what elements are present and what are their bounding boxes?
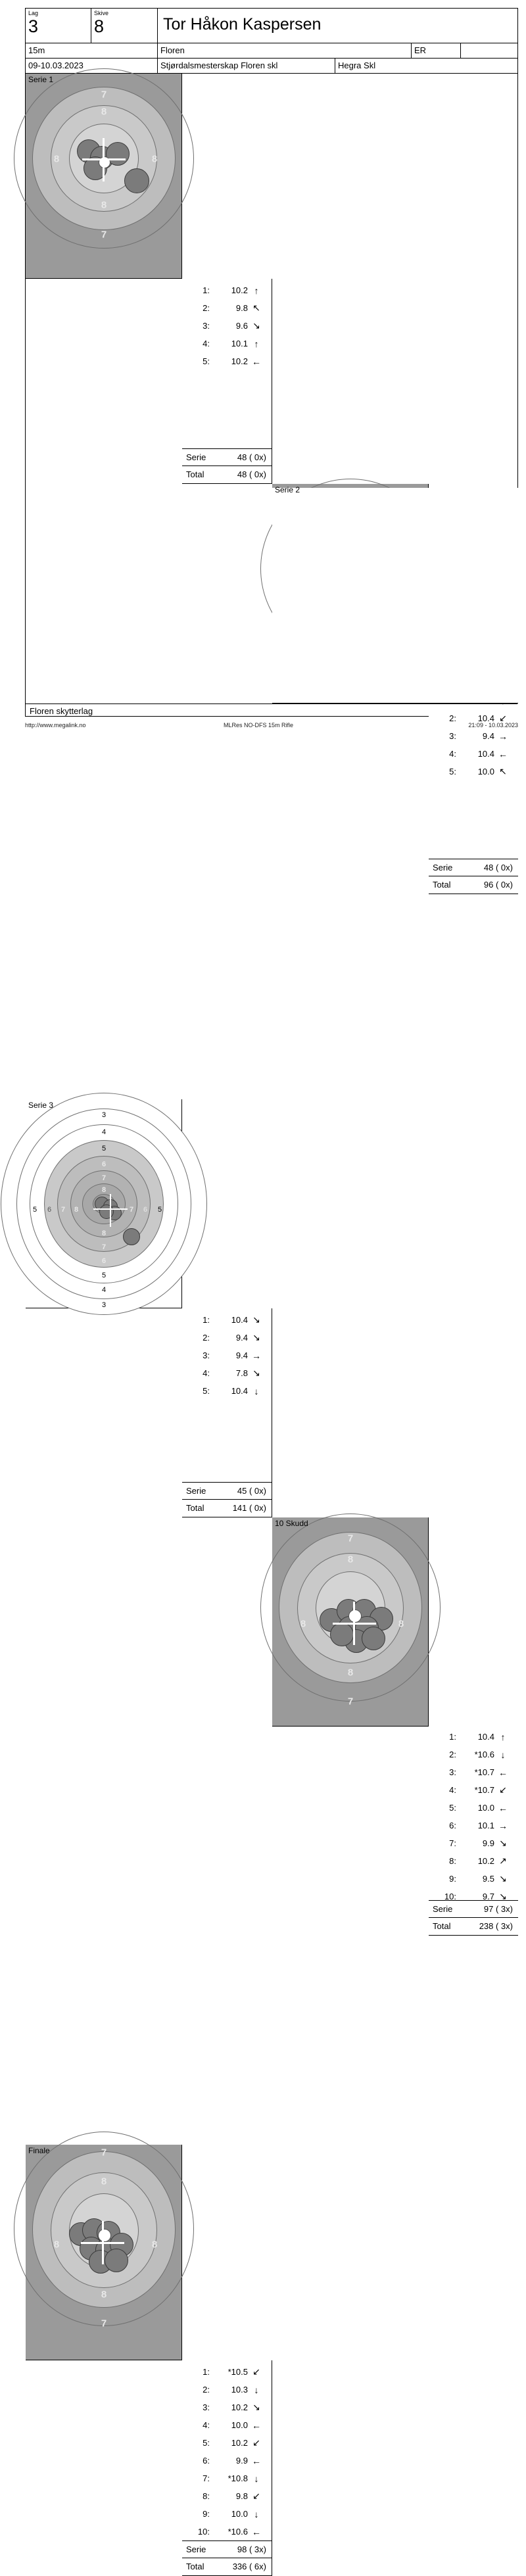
shot-index: 6:	[449, 1821, 456, 1830]
shot-row	[429, 1834, 518, 1852]
ring-number: 8	[101, 2289, 107, 2301]
serie-value: 97 ( 3x)	[483, 1904, 513, 1914]
club-cell: Hegra Skl	[338, 60, 376, 70]
shot-row	[429, 745, 518, 763]
shot-direction-icon: ↘	[252, 1314, 260, 1325]
total-value: 141 ( 0x)	[232, 1503, 266, 1513]
ring-number: 6	[143, 1206, 148, 1214]
shot-row	[429, 1852, 518, 1870]
shot-value: 9.8	[235, 2491, 248, 2501]
ring-number: 5	[32, 1206, 37, 1214]
ring-number: 7	[101, 2147, 107, 2159]
shot-value: 9.8	[235, 303, 248, 313]
shot-row	[429, 1781, 518, 1799]
shot-direction-icon: ←	[498, 1767, 508, 1778]
shot-index: 4:	[203, 339, 210, 348]
ring-number: 7	[60, 1206, 66, 1214]
shot-row	[182, 2416, 272, 2434]
serie-sum-row	[182, 448, 272, 465]
shot-direction-icon: ↙	[252, 2437, 260, 2448]
total-label: Total	[186, 469, 204, 479]
shot-row	[182, 2434, 272, 2452]
target-label-10-skudd: 10 Skudd	[275, 1519, 308, 1528]
shot-value: 9.4	[235, 1350, 248, 1360]
skive-value: 8	[94, 16, 105, 36]
shot-index: 5:	[203, 356, 210, 366]
ring-number: 4	[101, 1286, 107, 1294]
shot-index: 2:	[203, 2385, 210, 2395]
shot-index: 9:	[449, 1874, 456, 1884]
ring-number: 7	[347, 1533, 354, 1544]
shot-value: 10.4	[231, 1386, 248, 1396]
shot-row	[429, 727, 518, 745]
total-sum-row	[429, 1917, 518, 1934]
shot-index: 3:	[203, 2402, 210, 2412]
ring-number: 8	[151, 2239, 158, 2251]
total-sum-row	[182, 465, 272, 483]
shot-direction-icon: ↘	[499, 1838, 507, 1848]
shot-direction-icon: ↘	[252, 1332, 260, 1343]
shot-row	[182, 352, 272, 370]
total-sum-row	[429, 876, 518, 893]
ring-number: 8	[300, 1618, 306, 1630]
shot-direction-icon: ←	[498, 1802, 508, 1813]
shot-row	[182, 2469, 272, 2487]
target-serie-3	[26, 1099, 182, 1308]
shots-10-skudd	[429, 1727, 518, 1936]
serie-value: 48 ( 0x)	[483, 863, 513, 872]
shot-value: 9.4	[482, 731, 494, 741]
shot-row	[182, 2398, 272, 2416]
shot-index: 8:	[203, 2491, 210, 2501]
shot-index: 1:	[449, 1732, 456, 1742]
date-cell: 09-10.03.2023	[26, 59, 158, 73]
competition-cell: Stjørdalsmesterskap Floren skl	[158, 59, 335, 73]
total-label: Total	[186, 2562, 204, 2571]
shot-value: 9.5	[482, 1874, 494, 1884]
shot-index: 2:	[203, 303, 210, 313]
shot-value: 10.0	[231, 2509, 248, 2519]
shot-direction-icon: ↘	[252, 320, 260, 331]
shot-row	[182, 335, 272, 352]
shot-row	[182, 2523, 272, 2540]
range-cell: Floren	[158, 43, 412, 58]
shot-direction-icon: →	[498, 1820, 508, 1831]
shot-index: 7:	[203, 2473, 210, 2483]
shot-row	[182, 1347, 272, 1364]
ring-number: 8	[101, 106, 107, 118]
serie-sum-row	[429, 859, 518, 876]
shot-value: 10.4	[477, 713, 494, 723]
ring-number: 7	[347, 1696, 354, 1707]
shot-value: 10.2	[477, 1856, 494, 1866]
shot-index: 2:	[449, 713, 456, 723]
ring-number: 8	[53, 2239, 60, 2251]
shot-value: 10.0	[231, 2420, 248, 2430]
ring-number: 8	[101, 1186, 107, 1194]
shot-value: 10.0	[477, 1803, 494, 1813]
shot-value: *10.5	[227, 2367, 248, 2377]
header-row-distance	[26, 43, 517, 59]
shot-value: 10.4	[477, 749, 494, 759]
shot-value: 7.8	[235, 1368, 248, 1378]
shot-row	[182, 2505, 272, 2523]
serie-sum-row	[182, 1482, 272, 1499]
total-label: Total	[186, 1503, 204, 1513]
shot-value: *10.8	[227, 2473, 248, 2483]
ring-number: 7	[101, 2318, 107, 2329]
total-value: 238 ( 3x)	[479, 1921, 513, 1931]
shot-value: 9.9	[235, 2456, 248, 2466]
shot-value: *10.7	[474, 1767, 494, 1777]
shot-index: 5:	[449, 1803, 456, 1813]
shot-direction-icon: ↓	[254, 1385, 259, 1396]
ring-number: 7	[129, 1206, 134, 1214]
shot-index: 3:	[449, 1767, 456, 1777]
shot-index: 4:	[203, 2420, 210, 2430]
shot-direction-icon: ↙	[499, 1784, 507, 1795]
shot-direction-icon: ↑	[500, 1731, 506, 1742]
shot-value: *10.6	[474, 1750, 494, 1759]
shots-serie-2	[429, 689, 518, 894]
shot-direction-icon: ↙	[499, 713, 507, 723]
shot-value: 10.2	[231, 2402, 248, 2412]
shot-direction-icon: ↘	[252, 1368, 260, 1378]
ring-number: 8	[101, 199, 107, 211]
shot-index: 7:	[449, 1838, 456, 1848]
serie-label: Serie	[433, 1904, 453, 1914]
ring-number: 7	[101, 1243, 107, 1251]
shot-row	[429, 1799, 518, 1817]
shots-finale	[182, 2360, 272, 2576]
shot-row	[182, 299, 272, 317]
ring-number: 7	[101, 229, 107, 241]
serie-value: 98 ( 3x)	[237, 2544, 266, 2554]
ring-number: 8	[53, 153, 60, 165]
shot-direction-icon: →	[498, 730, 508, 742]
ring-number: 8	[347, 1667, 354, 1679]
shot-row	[182, 317, 272, 335]
target-finale	[26, 2145, 182, 2360]
shot-row	[182, 281, 272, 299]
shot-direction-icon: ↘	[252, 2402, 260, 2412]
ring-number: 6	[101, 1160, 107, 1168]
shot-row	[182, 1382, 272, 1400]
footer-club: Floren skytterlag	[26, 704, 517, 718]
total-label: Total	[433, 880, 451, 890]
shooter-name: Tor Håkon Kaspersen	[163, 15, 322, 34]
ring-number: 6	[47, 1206, 52, 1214]
serie-label: Serie	[186, 452, 206, 462]
shot-direction-icon: ←	[252, 2526, 261, 2537]
shot-row	[182, 1311, 272, 1329]
lag-label: Lag	[28, 10, 39, 16]
ring-number: 3	[101, 1111, 107, 1119]
shot-direction-icon: ←	[252, 2455, 261, 2466]
class-value-cell	[461, 43, 517, 58]
total-value: 96 ( 0x)	[483, 880, 513, 890]
shot-value: 10.4	[231, 1315, 248, 1325]
footer-timestamp: 21:09 - 10.03.2023	[468, 722, 518, 728]
shot-row	[182, 2381, 272, 2398]
footer-software: MLRes NO-DFS 15m Rifle	[224, 722, 294, 728]
shot-index: 4:	[449, 1785, 456, 1795]
shot-direction-icon: ↓	[254, 2384, 259, 2395]
total-label: Total	[433, 1921, 451, 1931]
serie-label: Serie	[186, 1486, 206, 1496]
lag-value: 3	[28, 16, 39, 36]
ring-number: 8	[101, 1229, 107, 1237]
shots-serie-3	[182, 1308, 272, 1517]
shot-direction-icon: ↑	[254, 285, 259, 296]
target-label-serie-1: Serie 1	[28, 75, 54, 84]
ring-number: 7	[101, 89, 107, 101]
shot-row	[182, 2363, 272, 2381]
shot-direction-icon: ↓	[254, 2508, 259, 2519]
shot-direction-icon: ←	[252, 2420, 261, 2431]
shot-index: 4:	[449, 749, 456, 759]
shot-index: 5:	[203, 2438, 210, 2448]
lag-cell	[26, 9, 91, 43]
skive-cell	[91, 9, 158, 43]
serie-value: 48 ( 0x)	[237, 452, 266, 462]
shot-value: 10.0	[477, 767, 494, 776]
skive-label: Skive	[94, 10, 109, 16]
target-label-serie-2: Serie 2	[275, 485, 300, 494]
distance-cell: 15m	[26, 43, 158, 58]
shot-direction-icon: ←	[252, 356, 261, 367]
shot-index: 2:	[449, 1750, 456, 1759]
shot-row	[182, 1364, 272, 1382]
shot-row	[429, 1728, 518, 1746]
shot-index: 5:	[449, 767, 456, 776]
shot-value: 10.2	[231, 356, 248, 366]
shot-index: 1:	[203, 285, 210, 295]
target-10-skudd	[272, 1517, 429, 1727]
shot-value: 9.6	[235, 321, 248, 331]
ring-number: 6	[101, 1257, 107, 1265]
shot-direction-icon: ↙	[252, 2366, 260, 2377]
shot-value: *10.6	[227, 2527, 248, 2537]
ring-number: 8	[74, 1206, 79, 1214]
shot-row	[182, 2452, 272, 2469]
serie-value: 45 ( 0x)	[237, 1486, 266, 1496]
shot-index: 6:	[203, 2456, 210, 2466]
shot-value: 10.1	[231, 339, 248, 348]
shot-index: 8:	[449, 1856, 456, 1866]
ring-number: 8	[151, 153, 158, 165]
header	[26, 9, 517, 43]
shot-index: 10:	[444, 1892, 456, 1901]
shot-value: *10.7	[474, 1785, 494, 1795]
shot-direction-icon: ↗	[499, 1855, 507, 1866]
shot-row	[182, 2487, 272, 2505]
ring-number: 7	[101, 1174, 107, 1182]
class-label-cell: ER	[412, 43, 461, 58]
shot-index: 3:	[203, 321, 210, 331]
shot-row	[429, 1817, 518, 1834]
ring-number: 5	[101, 1145, 107, 1153]
shot-direction-icon: ↙	[252, 2491, 260, 2501]
shot-direction-icon: ↖	[252, 302, 260, 313]
shot-direction-icon: ←	[498, 748, 508, 759]
ring-number: 8	[347, 1554, 354, 1565]
shot-value: 10.4	[477, 1732, 494, 1742]
shot-index: 9:	[203, 2509, 210, 2519]
shots-serie-1	[182, 279, 272, 484]
shot-index: 3:	[449, 731, 456, 741]
shot-index: 1:	[203, 2367, 210, 2377]
ring-number: 3	[101, 1301, 107, 1309]
total-sum-row	[182, 1499, 272, 1516]
total-sum-row	[182, 2558, 272, 2575]
shot-row	[429, 1870, 518, 1888]
shot-direction-icon: ↖	[499, 766, 507, 776]
serie-sum-row	[429, 1900, 518, 1917]
shot-direction-icon: ↘	[499, 1873, 507, 1884]
shot-value: 10.3	[231, 2385, 248, 2395]
target-serie-1	[26, 74, 182, 279]
shot-direction-icon: ↓	[500, 1749, 506, 1760]
ring-number: 4	[101, 1128, 107, 1136]
ring-number: 5	[157, 1206, 162, 1214]
ring-number: 5	[101, 1272, 107, 1279]
shot-index: 4:	[203, 1368, 210, 1378]
empty-panel	[272, 488, 518, 704]
shot-value: 9.4	[235, 1333, 248, 1343]
shot-value: 10.2	[231, 2438, 248, 2448]
shot-row	[429, 1763, 518, 1781]
shot-value: 9.7	[482, 1892, 494, 1901]
shot-index: 1:	[203, 1315, 210, 1325]
shot-direction-icon: →	[252, 1350, 261, 1361]
serie-label: Serie	[186, 2544, 206, 2554]
target-label-finale: Finale	[28, 2146, 50, 2155]
shot-direction-icon: ↑	[254, 338, 259, 349]
shot-value: 10.1	[477, 1821, 494, 1830]
serie-label: Serie	[433, 863, 453, 872]
total-value: 48 ( 0x)	[237, 469, 266, 479]
shot-row	[182, 1329, 272, 1347]
shot-index: 3:	[203, 1350, 210, 1360]
shot-index: 5:	[203, 1386, 210, 1396]
shot-value: 10.2	[231, 285, 248, 295]
footer-url[interactable]: http://www.megalink.no	[25, 722, 86, 728]
serie-sum-row	[182, 2540, 272, 2558]
target-label-serie-3: Serie 3	[28, 1101, 54, 1110]
shot-index: 10:	[197, 2527, 210, 2537]
shot-row	[429, 1746, 518, 1763]
shot-direction-icon: ↘	[499, 1891, 507, 1901]
shot-index: 2:	[203, 1333, 210, 1343]
shooter-name-cell	[158, 9, 517, 43]
ring-number: 8	[398, 1618, 404, 1630]
shot-direction-icon: ↓	[254, 2473, 259, 2484]
total-value: 336 ( 6x)	[232, 2562, 266, 2571]
shot-value: 9.9	[482, 1838, 494, 1848]
shot-row	[429, 763, 518, 780]
ring-number: 8	[101, 2176, 107, 2187]
